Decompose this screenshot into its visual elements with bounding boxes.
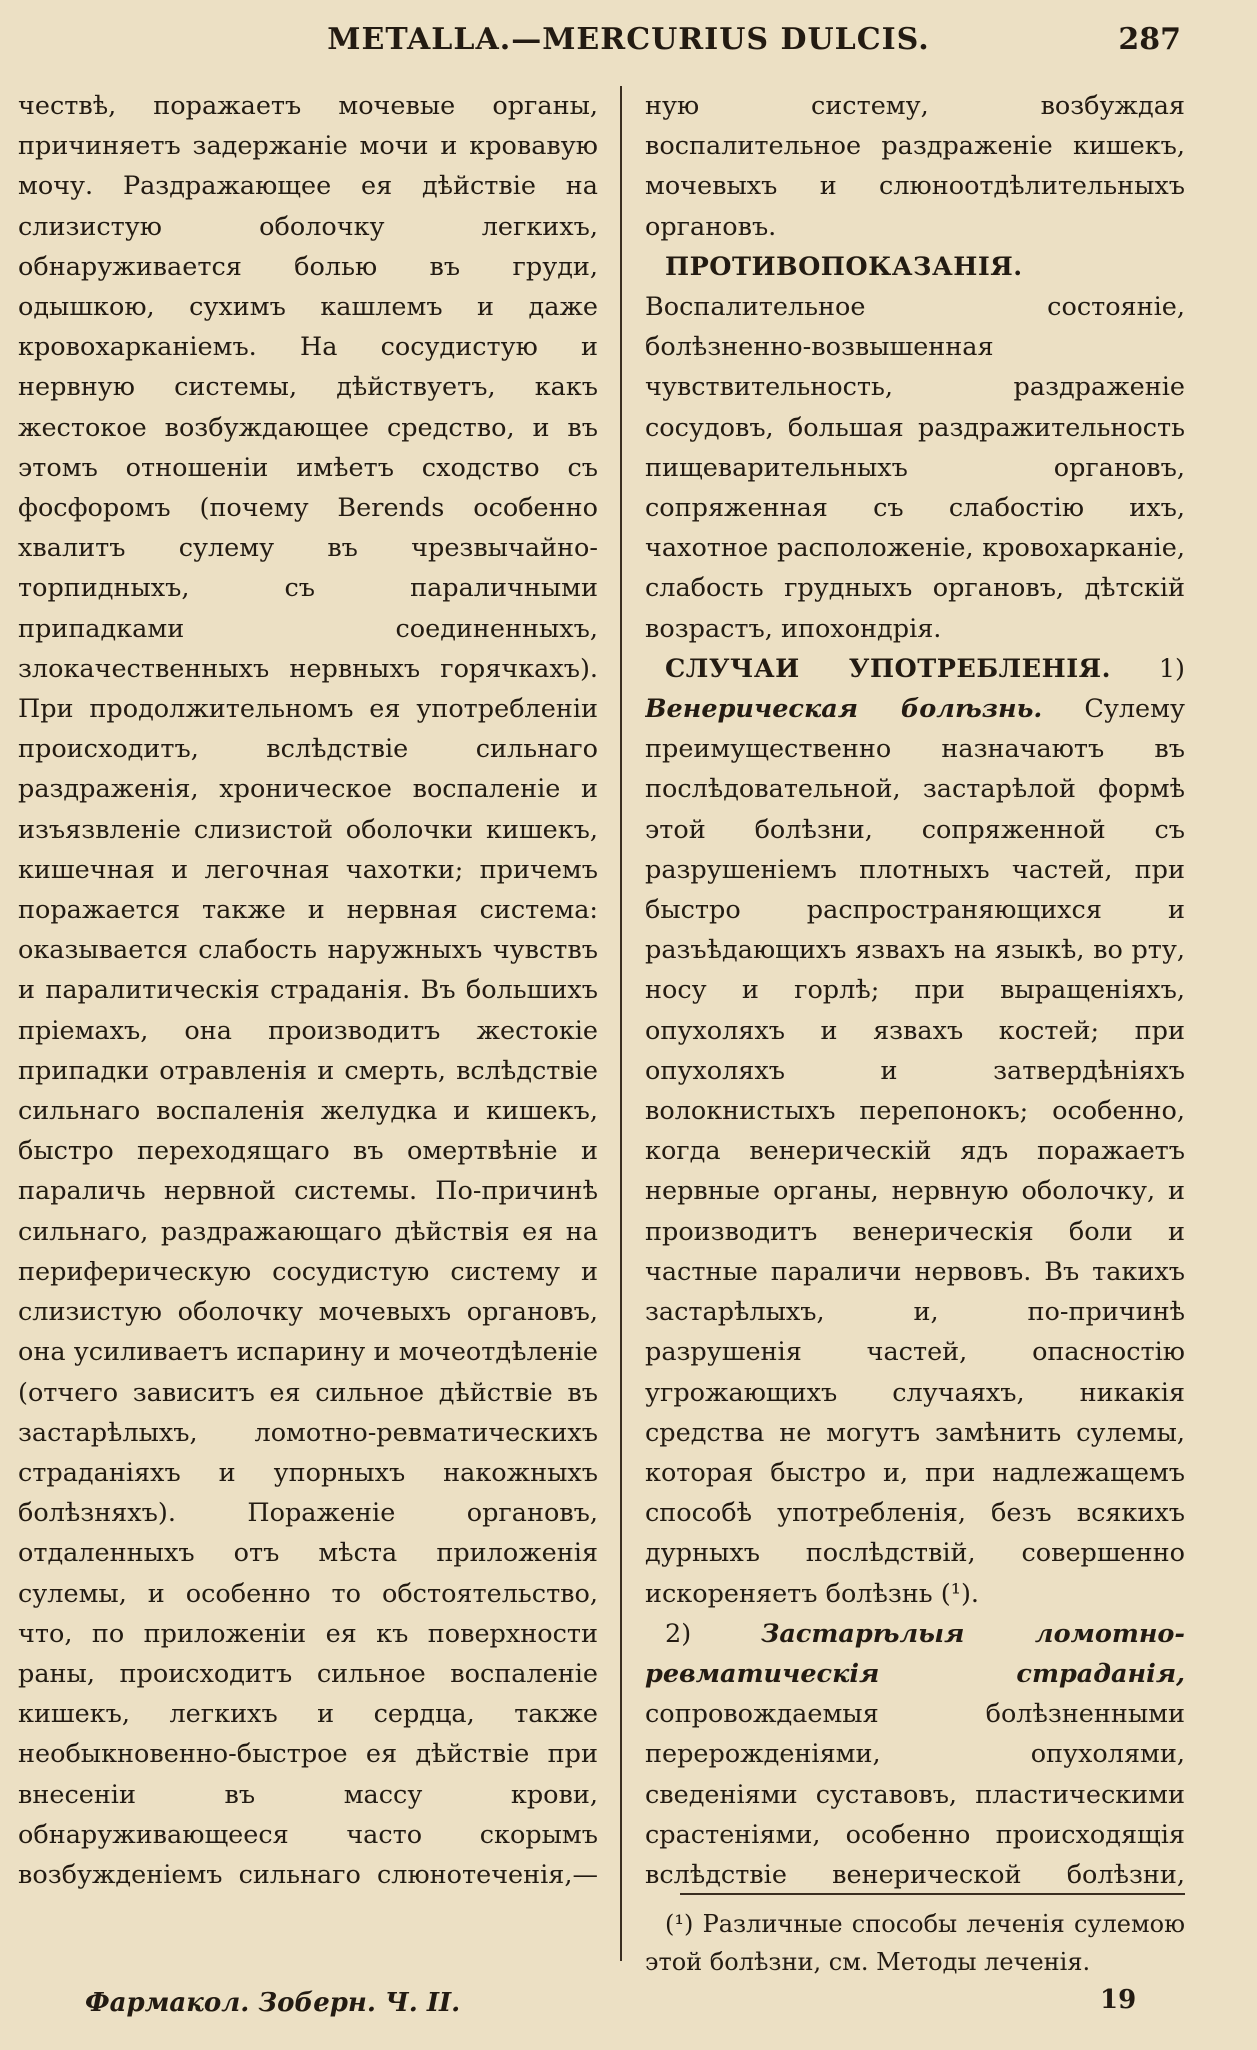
indication-number: 1) bbox=[1111, 653, 1185, 684]
right-column bbox=[645, 86, 1185, 1896]
running-title: METALLA.—MERCURIUS DULCIS. bbox=[327, 22, 930, 57]
footnote-rule bbox=[680, 1893, 1185, 1895]
contraindications-text: Воспалительное состояніе, болѣзненно-возвышенная чувствительность, раздраженіе сосудовъ, большая раздражительность пищеварительныхъ органовъ, сопряженная съ слабостію ихъ, чахотное расположеніе, кровохарканіе, слабость грудныхъ органовъ, дѣтскій возрастъ, ипохондрія. bbox=[645, 292, 1185, 644]
indications-heading: СЛУЧАИ УПОТРЕБЛЕНІЯ. bbox=[665, 653, 1112, 684]
footnote-reference: (¹). bbox=[940, 1578, 980, 1609]
indication-2-title: Застарѣлыя ломотно-ревматическія страданія, bbox=[645, 1618, 1185, 1689]
indication-title: Венерическая болѣзнь. bbox=[645, 694, 1043, 725]
running-head bbox=[0, 18, 1257, 68]
continuation-paragraph: ную систему, возбуждая воспалительное раздраженіе кишекъ, мочевыхъ и слюноотдѣлительныхъ органовъ. bbox=[645, 91, 1185, 242]
left-column-text: чествѣ, поражаетъ мочевые органы, причиняетъ задержаніе мочи и кровавую мочу. Раздражающее ея дѣйствіе на слизистую оболочку легкихъ, обнаруживается болью въ груди, одышкою, сухимъ кашлемъ и даже кровохарканіемъ. На сосудистую и нервную системы, дѣйствуетъ, какъ жестокое возбуждающее средство, и въ этомъ отношеніи имѣетъ сходство съ фосфоромъ (почему Berends особенно хвалитъ сулему въ чрезвычайно-торпидныхъ, съ параличными припадками соединенныхъ, злокачественныхъ нервныхъ горячкахъ). При продолжительномъ ея употребленіи происходитъ, вслѣдствіе сильнаго раздраженія, хроническое воспаленіе и изъязвленіе слизистой оболочки кишекъ, кишечная и легочная чахотки; причемъ поражается также и нервная система: оказывается слабость наружныхъ чувствъ и паралитическія страданія. Въ большихъ пріемахъ, она производитъ жестокіе припадки отравленія и смерть, вслѣдствіе сильнаго воспаленія желудка и кишекъ, быстро переходящаго въ омертвѣніе и параличь нервной системы. По-причинѣ сильнаго, раздражающаго дѣйствія ея на периферическую сосудистую систему и слизистую оболочку мочевыхъ органовъ, она усиливаетъ испарину и мочеотдѣленіе (отчего зависитъ ея сильное дѣйствіе въ застарѣлыхъ, ломотно-ревматическихъ страданіяхъ и упорныхъ накожныхъ болѣзняхъ). Пораженіе органовъ, отдаленныхъ отъ мѣста приложенія сулемы, и особенно то обстоятельство, что, по приложеніи ея къ поверхности раны, происходитъ сильное воспаленіе кишекъ, легкихъ и сердца, также необыкновенно-быстрое ея дѣйствіе при внесеніи въ массу крови, обнаруживающееся часто скорымъ возбужденіемъ сильнаго слюнотеченія,— bbox=[18, 91, 598, 1890]
indication-text: Сулему преимущественно назначаютъ въ послѣдовательной, застарѣлой формѣ этой болѣзни, сопряженной съ разрушеніемъ плотныхъ частей, при быстро распространяющихся и разъѣдающихъ язвахъ на языкѣ, во рту, носу и горлѣ; при выращеніяхъ, опухоляхъ и язвахъ костей; при опухоляхъ и затвердѣніяхъ волокнистыхъ перепонокъ; особенно, когда венерическій ядъ поражаетъ нервные органы, нервную оболочку, и производитъ венерическія боли и частные параличи нервовъ. Въ такихъ застарѣлыхъ, и, по-причинѣ разрушенія частей, опасностію угрожающихъ случаяхъ, никакія средства не могутъ замѣнить сулемы, которая быстро и, при надлежащемъ способѣ употребленія, безъ всякихъ дурныхъ послѣдствій, совершенно искореняетъ болѣзнь bbox=[645, 694, 1185, 1609]
indications-paragraph bbox=[645, 649, 1185, 1614]
left-column bbox=[18, 86, 598, 1896]
column-divider bbox=[620, 86, 622, 1961]
indication-2-number: 2) bbox=[665, 1618, 761, 1649]
indication-2-paragraph bbox=[645, 1614, 1185, 1896]
contraindications-paragraph bbox=[645, 247, 1185, 649]
signature-mark: Фармакол. Зоберн. Ч. II. bbox=[85, 1988, 461, 2018]
footnote: (¹) Различные способы леченія сулемою этой болѣзни, см. Методы леченія. bbox=[645, 1910, 1185, 1976]
contraindications-heading: ПРОТИВОПОКАЗАНІЯ. bbox=[665, 251, 1023, 282]
indication-2-text: сопровождаемыя болѣзненными перерожденіями, опухолями, сведеніями суставовъ, пластическими срастеніями, особенно происходящія вслѣдствіе венерической болѣзни, bbox=[645, 1699, 1185, 1890]
sheet-number: 19 bbox=[1100, 1985, 1137, 2015]
page-number: 287 bbox=[1118, 22, 1181, 57]
